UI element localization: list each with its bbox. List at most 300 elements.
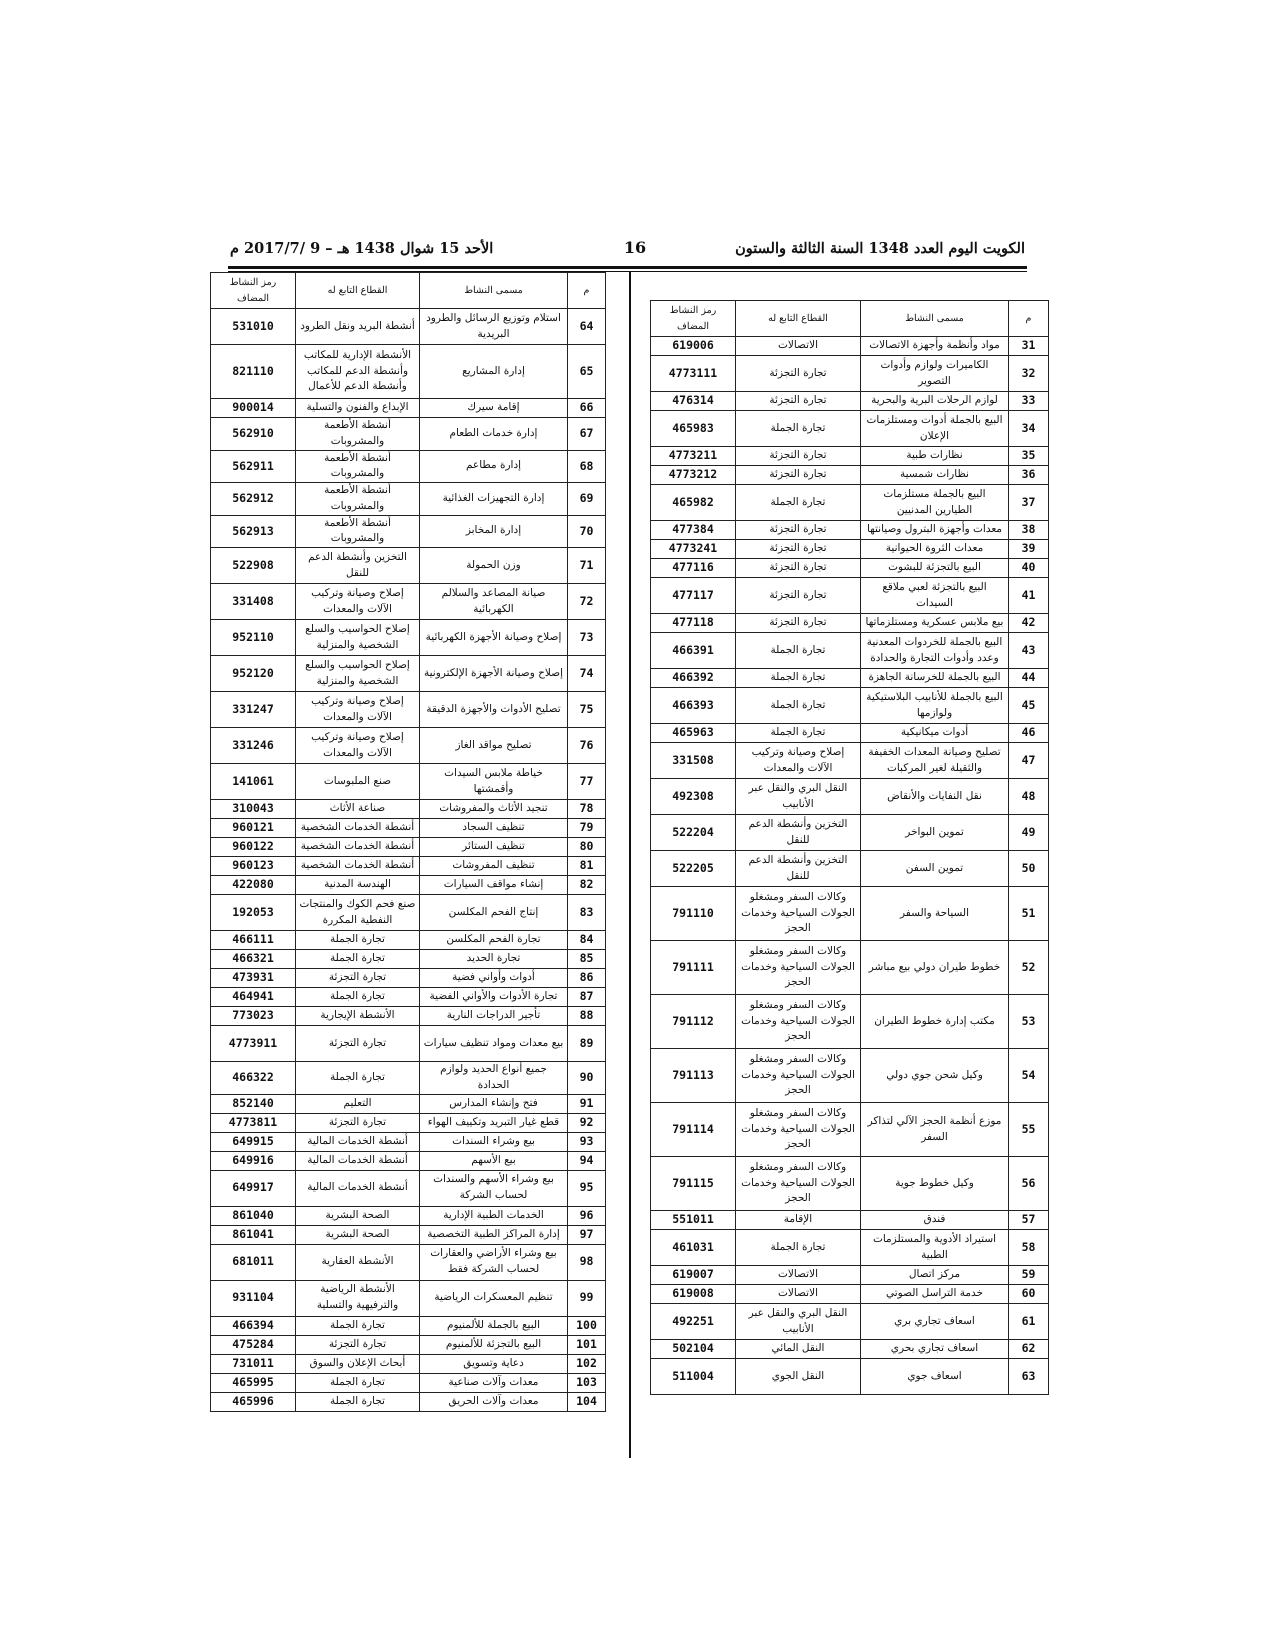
activity-code: 502104 [651, 1340, 736, 1359]
activity-code: 422080 [211, 876, 296, 895]
activity-name: خياطة ملابس السيدات وأقمشتها [420, 764, 568, 800]
activity-sector: النقل الجوي [736, 1359, 861, 1395]
table-body [651, 337, 1049, 1395]
page-number: 16 [623, 238, 647, 257]
activity-name: تجارة الحديد [420, 950, 568, 969]
row-number: 96 [568, 1206, 606, 1225]
page-header [230, 238, 1025, 268]
row-number: 72 [568, 584, 606, 620]
row-number: 75 [568, 692, 606, 728]
table-row [651, 633, 1049, 669]
table-row [651, 578, 1049, 614]
row-number: 65 [568, 345, 606, 399]
table-row [651, 466, 1049, 485]
table-row [651, 688, 1049, 724]
table-row [211, 764, 606, 800]
row-number: 31 [1009, 337, 1049, 356]
activity-name: تنظيف السجاد [420, 819, 568, 838]
row-number: 77 [568, 764, 606, 800]
row-number: 50 [1009, 851, 1049, 887]
activity-sector: الإقامة [736, 1211, 861, 1230]
activity-code: 562912 [211, 483, 296, 516]
activity-sector: تجارة التجزئة [736, 540, 861, 559]
activity-code: 791115 [651, 1157, 736, 1211]
table-row [651, 485, 1049, 521]
activity-code: 861041 [211, 1225, 296, 1244]
table-row [211, 1170, 606, 1206]
row-number: 70 [568, 515, 606, 548]
row-number: 73 [568, 620, 606, 656]
table-row [211, 1026, 606, 1062]
activity-code: 619008 [651, 1285, 736, 1304]
activity-sector: أنشطة الخدمات الشخصية [296, 819, 420, 838]
row-number: 46 [1009, 724, 1049, 743]
activity-sector: تجارة التجزئة [296, 1113, 420, 1132]
activity-code: 522204 [651, 815, 736, 851]
row-number: 56 [1009, 1157, 1049, 1211]
activity-sector: أنشطة الخدمات الشخصية [296, 838, 420, 857]
row-number: 60 [1009, 1285, 1049, 1304]
activity-sector: وكالات السفر ومشغلو الجولات السياحية وخدمات الحجز [736, 887, 861, 941]
table-row [651, 1211, 1049, 1230]
activity-name: نقل النفايات والأنقاض [861, 779, 1009, 815]
table-row [211, 1280, 606, 1316]
activity-code: 649916 [211, 1151, 296, 1170]
activity-sector: تجارة الجملة [736, 1230, 861, 1266]
activity-name: قطع غيار التبريد وتكييف الهواء [420, 1113, 568, 1132]
activity-name: معدات وآلات الحريق [420, 1392, 568, 1411]
row-number: 59 [1009, 1266, 1049, 1285]
activity-sector: الاتصالات [736, 1266, 861, 1285]
activity-code: 477384 [651, 521, 736, 540]
activity-code: 649915 [211, 1132, 296, 1151]
table-row [211, 988, 606, 1007]
activity-sector: صناعة الأثاث [296, 800, 420, 819]
row-number: 37 [1009, 485, 1049, 521]
activity-name: إدارة خدمات الطعام [420, 418, 568, 451]
activity-sector: الصحة البشرية [296, 1206, 420, 1225]
activity-sector: وكالات السفر ومشغلو الجولات السياحية وخدمات الحجز [736, 1049, 861, 1103]
activity-name: خدمة التراسل الصوتي [861, 1285, 1009, 1304]
activity-sector: تجارة الجملة [736, 724, 861, 743]
activity-sector: أنشطة الخدمات المالية [296, 1170, 420, 1206]
activity-name: مواد وأنظمة وأجهزة الاتصالات [861, 337, 1009, 356]
row-number: 86 [568, 969, 606, 988]
table-row [211, 857, 606, 876]
table-row [651, 1103, 1049, 1157]
table-row [211, 692, 606, 728]
activity-code: 477118 [651, 614, 736, 633]
activity-name: دعاية وتسويق [420, 1354, 568, 1373]
activity-sector: تجارة التجزئة [736, 521, 861, 540]
table-row [211, 1094, 606, 1113]
activity-code: 476314 [651, 392, 736, 411]
table-row [211, 800, 606, 819]
activity-sector: تجارة الجملة [296, 1316, 420, 1335]
row-number: 88 [568, 1007, 606, 1026]
activity-name: نظارات شمسية [861, 466, 1009, 485]
activity-sector: الأنشطة الرياضية والترفيهية والتسلية [296, 1280, 420, 1316]
activity-code: 931104 [211, 1280, 296, 1316]
activity-name: بيع الأسهم [420, 1151, 568, 1170]
table-row [651, 447, 1049, 466]
table-header-row [651, 301, 1049, 337]
activity-sector: النقل البري والنقل عبر الأنابيب [736, 779, 861, 815]
table-row [211, 483, 606, 516]
table-row [651, 337, 1049, 356]
activity-code: 477117 [651, 578, 736, 614]
table-row [211, 1373, 606, 1392]
row-number: 104 [568, 1392, 606, 1411]
row-number: 49 [1009, 815, 1049, 851]
activity-name: وزن الحمولة [420, 548, 568, 584]
activity-sector: الإبداع والفنون والتسلية [296, 399, 420, 418]
activity-code: 821110 [211, 345, 296, 399]
activity-code: 331246 [211, 728, 296, 764]
row-number: 99 [568, 1280, 606, 1316]
activity-name: تموين السفن [861, 851, 1009, 887]
table-row [651, 614, 1049, 633]
table-row [211, 1206, 606, 1225]
header-issue: الكويت اليوم العدد 1348 السنة الثالثة والستون [735, 240, 1025, 257]
activity-name: البيع بالتجزئة لعبي ملاقع السيدات [861, 578, 1009, 614]
table-row [651, 521, 1049, 540]
table-row [651, 1359, 1049, 1395]
row-number: 97 [568, 1225, 606, 1244]
col-name-header: مسمى النشاط [861, 301, 1009, 337]
activity-code: 465982 [651, 485, 736, 521]
activity-sector: تجارة الجملة [296, 1062, 420, 1095]
row-number: 33 [1009, 392, 1049, 411]
activity-name: صيانة المصاعد والسلالم الكهربائية [420, 584, 568, 620]
activity-name: البيع بالجملة للألمنيوم [420, 1316, 568, 1335]
activity-code: 791111 [651, 941, 736, 995]
activity-code: 310043 [211, 800, 296, 819]
activity-sector: أنشطة الأطعمة والمشروبات [296, 515, 420, 548]
row-number: 82 [568, 876, 606, 895]
row-number: 36 [1009, 466, 1049, 485]
activity-name: إنتاج الفحم المكلسن [420, 895, 568, 931]
activity-sector: النقل المائي [736, 1340, 861, 1359]
activity-code: 475284 [211, 1335, 296, 1354]
table-row [651, 995, 1049, 1049]
table-row [211, 1113, 606, 1132]
row-number: 78 [568, 800, 606, 819]
activity-name: تنظيم المعسكرات الرياضية [420, 1280, 568, 1316]
activity-name: إصلاح وصيانة الأجهزة الكهربائية [420, 620, 568, 656]
row-number: 41 [1009, 578, 1049, 614]
activity-code: 465995 [211, 1373, 296, 1392]
row-number: 45 [1009, 688, 1049, 724]
activity-sector: الأنشطة العقارية [296, 1244, 420, 1280]
row-number: 58 [1009, 1230, 1049, 1266]
row-number: 69 [568, 483, 606, 516]
activity-sector: تجارة الجملة [736, 688, 861, 724]
activity-name: تجارة الأدوات والأواني الفضية [420, 988, 568, 1007]
activity-code: 731011 [211, 1354, 296, 1373]
activity-name: إقامة سيرك [420, 399, 568, 418]
table-row [211, 345, 606, 399]
activity-sector: الاتصالات [736, 1285, 861, 1304]
activity-code: 522908 [211, 548, 296, 584]
activity-name: بيع ملابس عسكرية ومستلزماتها [861, 614, 1009, 633]
activity-code: 511004 [651, 1359, 736, 1395]
activity-sector: وكالات السفر ومشغلو الجولات السياحية وخدمات الحجز [736, 995, 861, 1049]
row-number: 40 [1009, 559, 1049, 578]
table-row [211, 1151, 606, 1170]
activity-code: 466394 [211, 1316, 296, 1335]
activity-sector: تجارة الجملة [296, 988, 420, 1007]
activity-name: تنجيد الأثاث والمفروشات [420, 800, 568, 819]
table-row [211, 1007, 606, 1026]
activity-sector: الاتصالات [736, 337, 861, 356]
activity-sector: إصلاح الحواسيب والسلع الشخصية والمنزلية [296, 620, 420, 656]
activity-name: البيع بالجملة مستلزمات الطيارين المدنيين [861, 485, 1009, 521]
activity-sector: تجارة الجملة [296, 931, 420, 950]
activity-code: 791114 [651, 1103, 736, 1157]
activity-name: اسعاف تجاري بري [861, 1304, 1009, 1340]
activity-name: مكتب إدارة خطوط الطيران [861, 995, 1009, 1049]
activity-name: إنشاء مواقف السيارات [420, 876, 568, 895]
activity-sector: إصلاح الحواسيب والسلع الشخصية والمنزلية [296, 656, 420, 692]
activity-sector: صنع الملبوسات [296, 764, 420, 800]
activity-code: 466391 [651, 633, 736, 669]
table-body [211, 309, 606, 1412]
activity-code: 192053 [211, 895, 296, 931]
activity-name: مركز اتصال [861, 1266, 1009, 1285]
header-rule [228, 266, 1027, 269]
row-number: 39 [1009, 540, 1049, 559]
activity-sector: تجارة التجزئة [736, 559, 861, 578]
row-number: 81 [568, 857, 606, 876]
activity-sector: أنشطة الخدمات المالية [296, 1132, 420, 1151]
row-number: 42 [1009, 614, 1049, 633]
table-row [651, 1340, 1049, 1359]
activity-sector: تجارة الجملة [296, 1373, 420, 1392]
activity-sector: أنشطة الأطعمة والمشروبات [296, 418, 420, 451]
activity-sector: التخزين وأنشطة الدعم للنقل [296, 548, 420, 584]
row-number: 103 [568, 1373, 606, 1392]
activity-sector: تجارة الجملة [296, 950, 420, 969]
table-row [211, 1316, 606, 1335]
activity-sector: أنشطة الأطعمة والمشروبات [296, 450, 420, 483]
row-number: 93 [568, 1132, 606, 1151]
activity-sector: إصلاح وصيانة وتركيب الآلات والمعدات [736, 743, 861, 779]
table-row [651, 1304, 1049, 1340]
table-row [651, 1230, 1049, 1266]
activity-code: 649917 [211, 1170, 296, 1206]
col-code-header: رمز النشاط المضاف [651, 301, 736, 337]
row-number: 51 [1009, 887, 1049, 941]
table-row [211, 515, 606, 548]
activity-code: 531010 [211, 309, 296, 345]
table-row [211, 950, 606, 969]
activity-name: السياحة والسفر [861, 887, 1009, 941]
table-row [651, 743, 1049, 779]
activity-name: خطوط طيران دولي بيع مباشر [861, 941, 1009, 995]
table-row [211, 1244, 606, 1280]
activity-sector: إصلاح وصيانة وتركيب الآلات والمعدات [296, 584, 420, 620]
activity-code: 681011 [211, 1244, 296, 1280]
activity-code: 952120 [211, 656, 296, 692]
table-row [211, 728, 606, 764]
activity-name: إدارة المراكز الطبية التخصصية [420, 1225, 568, 1244]
activity-sector: أنشطة البريد ونقل الطرود [296, 309, 420, 345]
activity-sector: أنشطة الأطعمة والمشروبات [296, 483, 420, 516]
row-number: 90 [568, 1062, 606, 1095]
activity-code: 960123 [211, 857, 296, 876]
activity-code: 492308 [651, 779, 736, 815]
activity-code: 791113 [651, 1049, 736, 1103]
row-number: 63 [1009, 1359, 1049, 1395]
activity-sector: تجارة الجملة [736, 411, 861, 447]
row-number: 89 [568, 1026, 606, 1062]
table-row [211, 450, 606, 483]
activity-sector: تجارة الجملة [296, 1392, 420, 1411]
row-number: 35 [1009, 447, 1049, 466]
activity-sector: أنشطة الخدمات الشخصية [296, 857, 420, 876]
table-row [211, 931, 606, 950]
activity-name: إدارة مطاعم [420, 450, 568, 483]
activity-code: 551011 [651, 1211, 736, 1230]
table-row [651, 392, 1049, 411]
table-row [651, 779, 1049, 815]
table-row [651, 1157, 1049, 1211]
activity-sector: النقل البري والنقل عبر الأنابيب [736, 1304, 861, 1340]
table-row [651, 356, 1049, 392]
activity-sector: التعليم [296, 1094, 420, 1113]
table-row [211, 1132, 606, 1151]
row-number: 66 [568, 399, 606, 418]
activity-name: أدوات ميكانيكية [861, 724, 1009, 743]
activity-name: تأجير الدراجات النارية [420, 1007, 568, 1026]
row-number: 55 [1009, 1103, 1049, 1157]
activity-sector: تجارة التجزئة [736, 447, 861, 466]
table-row [211, 819, 606, 838]
table-row [211, 399, 606, 418]
activity-sector: وكالات السفر ومشغلو الجولات السياحية وخدمات الحجز [736, 941, 861, 995]
activity-code: 900014 [211, 399, 296, 418]
activity-sector: تجارة التجزئة [736, 466, 861, 485]
activity-code: 331508 [651, 743, 736, 779]
activity-code: 4773811 [211, 1113, 296, 1132]
activity-code: 791112 [651, 995, 736, 1049]
activity-sector: التخزين وأنشطة الدعم للنقل [736, 851, 861, 887]
activity-code: 466393 [651, 688, 736, 724]
activity-code: 477116 [651, 559, 736, 578]
activity-sector: تجارة التجزئة [736, 356, 861, 392]
table-header-row [211, 273, 606, 309]
activity-sector: تجارة الجملة [736, 669, 861, 688]
row-number: 94 [568, 1151, 606, 1170]
activity-sector: إصلاح وصيانة وتركيب الآلات والمعدات [296, 728, 420, 764]
activity-name: تصليح الأدوات والأجهزة الدقيقة [420, 692, 568, 728]
row-number: 53 [1009, 995, 1049, 1049]
row-number: 98 [568, 1244, 606, 1280]
activity-name: إدارة المشاريع [420, 345, 568, 399]
activity-code: 562910 [211, 418, 296, 451]
activity-name: وكيل شحن جوي دولي [861, 1049, 1009, 1103]
table-row [211, 1392, 606, 1411]
table-row [211, 1354, 606, 1373]
activity-code: 960122 [211, 838, 296, 857]
activity-code: 791110 [651, 887, 736, 941]
activity-code: 4773911 [211, 1026, 296, 1062]
row-number: 95 [568, 1170, 606, 1206]
activity-name: اسعاف جوي [861, 1359, 1009, 1395]
row-number: 61 [1009, 1304, 1049, 1340]
activity-name: نظارات طبية [861, 447, 1009, 466]
activity-name: اسعاف تجاري بحري [861, 1340, 1009, 1359]
activity-name: البيع بالجملة للخرسانة الجاهزة [861, 669, 1009, 688]
col-number-header: م [1009, 301, 1049, 337]
row-number: 92 [568, 1113, 606, 1132]
activity-code: 619006 [651, 337, 736, 356]
table-row [211, 656, 606, 692]
table-row [651, 851, 1049, 887]
row-number: 43 [1009, 633, 1049, 669]
activity-code: 473931 [211, 969, 296, 988]
activity-sector: أبحاث الإعلان والسوق [296, 1354, 420, 1373]
activity-code: 4773212 [651, 466, 736, 485]
table-row [211, 548, 606, 584]
activity-sector: الأنشطة الإيجارية [296, 1007, 420, 1026]
activity-name: بيع معدات ومواد تنظيف سيارات [420, 1026, 568, 1062]
row-number: 64 [568, 309, 606, 345]
activity-name: تموين البواخر [861, 815, 1009, 851]
row-number: 85 [568, 950, 606, 969]
activity-sector: وكالات السفر ومشغلو الجولات السياحية وخدمات الحجز [736, 1157, 861, 1211]
row-number: 91 [568, 1094, 606, 1113]
col-sector-header: القطاع التابع له [736, 301, 861, 337]
row-number: 68 [568, 450, 606, 483]
activity-name: تنظيف الستائر [420, 838, 568, 857]
activity-sector: أنشطة الخدمات المالية [296, 1151, 420, 1170]
row-number: 54 [1009, 1049, 1049, 1103]
row-number: 101 [568, 1335, 606, 1354]
table-row [651, 887, 1049, 941]
table-row [651, 1266, 1049, 1285]
activity-code: 952110 [211, 620, 296, 656]
activity-name: فتح وإنشاء المدارس [420, 1094, 568, 1113]
row-number: 87 [568, 988, 606, 1007]
activity-sector: تجارة التجزئة [736, 578, 861, 614]
activity-code: 464941 [211, 988, 296, 1007]
activity-sector: الهندسة المدنية [296, 876, 420, 895]
row-number: 34 [1009, 411, 1049, 447]
header-date: الأحد 15 شوال 1438 هـ – 9 /2017/7 م [230, 240, 494, 257]
activity-name: بيع وشراء السندات [420, 1132, 568, 1151]
row-number: 47 [1009, 743, 1049, 779]
row-number: 44 [1009, 669, 1049, 688]
activity-name: البيع بالجملة للأنابيب البلاستيكية ولوازمها [861, 688, 1009, 724]
activity-name: معدات وأجهزة البترول وصيانتها [861, 521, 1009, 540]
activity-code: 466322 [211, 1062, 296, 1095]
activity-name: لوازم الرحلات البرية والبحرية [861, 392, 1009, 411]
table-row [211, 1225, 606, 1244]
activity-name: البيع بالجملة أدوات ومستلزمات الإعلان [861, 411, 1009, 447]
activity-name: معدات الثروة الحيوانية [861, 540, 1009, 559]
activity-sector: تجارة التجزئة [736, 392, 861, 411]
activity-sector: تجارة التجزئة [296, 1335, 420, 1354]
activity-sector: التخزين وأنشطة الدعم للنقل [736, 815, 861, 851]
activity-name: جميع أنواع الحديد ولوازم الحدادة [420, 1062, 568, 1095]
table-row [211, 969, 606, 988]
row-number: 100 [568, 1316, 606, 1335]
row-number: 76 [568, 728, 606, 764]
row-number: 62 [1009, 1340, 1049, 1359]
row-number: 74 [568, 656, 606, 692]
